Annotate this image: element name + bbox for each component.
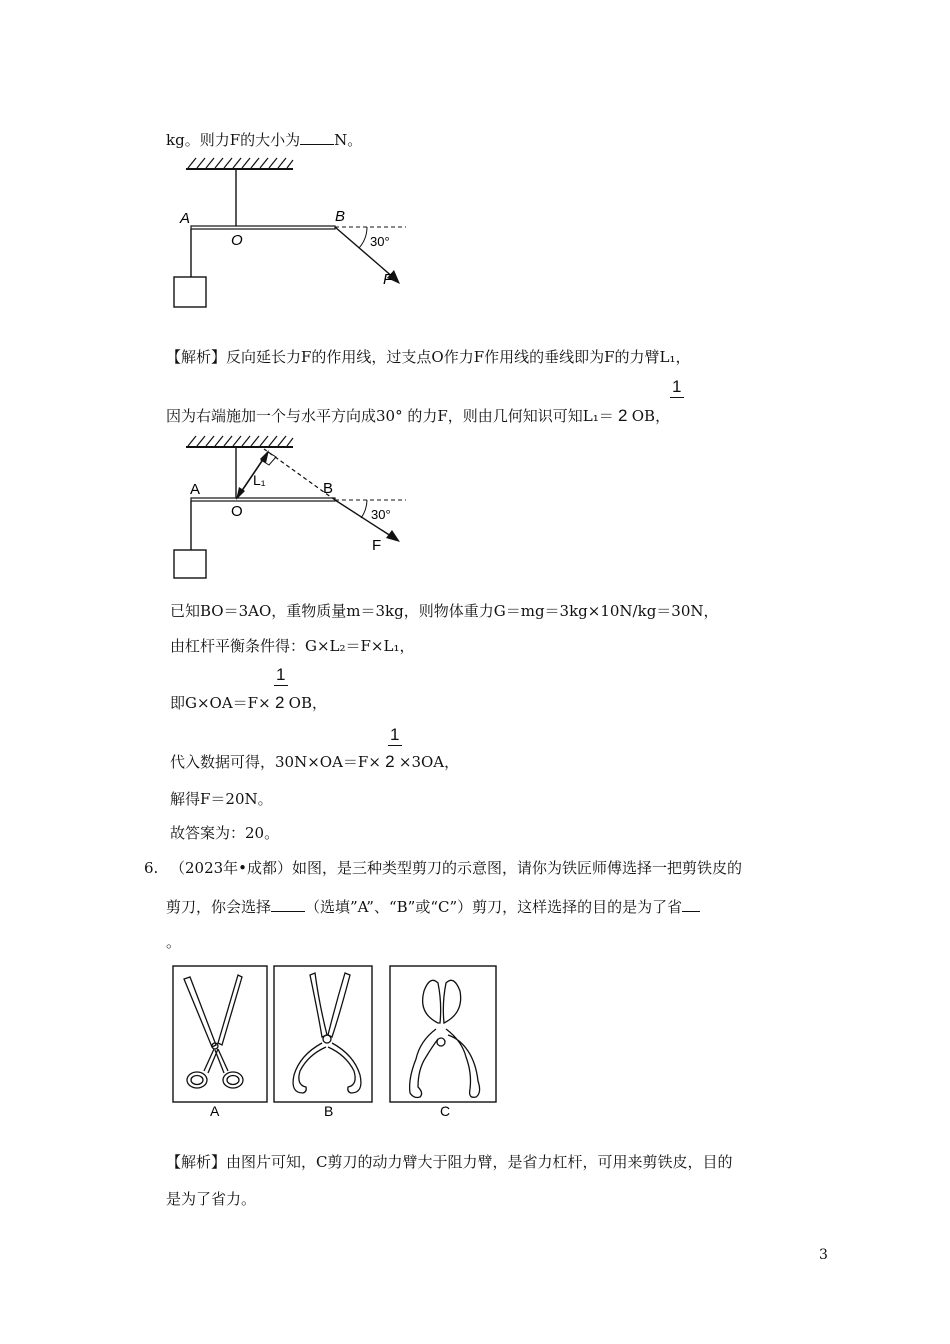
q5-ji-line (170, 693, 327, 713)
q6-analysis-line2: 是为了省力。 (166, 1190, 257, 1208)
page-number: 3 (819, 1247, 828, 1263)
scissors-a-icon (184, 975, 243, 1088)
ceiling-hatch (188, 436, 293, 446)
equation-text: ×3OA， (398, 753, 460, 771)
label-o: O (231, 232, 243, 249)
label-b: B (335, 208, 346, 225)
answer-blank-2 (682, 896, 700, 912)
q5-stem-unit: N。 (334, 131, 363, 149)
equation-text: OB， (288, 694, 327, 712)
equation-text: 代入数据可得，30N×OA＝F× (170, 753, 381, 771)
lever-bar (191, 226, 335, 229)
force-arrowhead (386, 530, 400, 542)
q5-balance-line: 由杠杆平衡条件得：G×L₂＝F×L₁， (170, 637, 415, 655)
analysis-text: 反向延长力F的作用线，过支点O作力F作用线的垂线即为F的力臂L₁， (226, 348, 691, 366)
label-o: O (231, 503, 243, 520)
fraction-numerator: 1 (390, 725, 400, 744)
q5-sub-line (170, 752, 459, 772)
fraction-bar (388, 745, 402, 746)
q6-number: 6. (144, 859, 159, 877)
analysis-text: 由图片可知，C剪刀的动力臂大于阻力臂，是省力杠杆，可用来剪铁皮，目的 (226, 1153, 733, 1171)
analysis-text: OB， (631, 407, 671, 425)
q6-analysis-line1 (166, 1152, 733, 1172)
lever-diagram-1 (160, 155, 420, 315)
label-a: A (210, 1103, 220, 1119)
label-b: B (323, 480, 334, 497)
weight-block (174, 550, 206, 578)
label-f: F (372, 537, 382, 554)
q5-stem-text: kg。则力F的大小为 (166, 131, 301, 149)
q6-line3: 。 (166, 933, 182, 951)
analysis-label: 【解析】 (166, 1153, 227, 1171)
label-b: B (324, 1103, 334, 1119)
ceiling-hatch (188, 158, 293, 168)
fraction-denominator: 2 (274, 693, 285, 712)
analysis-text: 因为右端施加一个与水平方向成30° 的力F，则由几何知识可知L₁＝ (166, 407, 614, 425)
fraction-numerator: 1 (276, 665, 286, 684)
scissors-figure (170, 963, 502, 1123)
q5-answer-line: 故答案为：20。 (170, 824, 280, 842)
label-a: A (190, 481, 201, 498)
q5-stem-tail (166, 129, 362, 150)
fraction-bar (274, 685, 288, 686)
q5-solve-line: 解得F＝20N。 (170, 790, 273, 808)
lever-bar (191, 498, 335, 501)
q6-line2 (166, 896, 700, 917)
analysis-label: 【解析】 (166, 348, 227, 366)
fraction-numerator: 1 (672, 377, 682, 396)
angle-arc (361, 500, 367, 518)
label-c: C (440, 1103, 451, 1119)
scissors-b-icon (293, 973, 361, 1093)
label-f: F (383, 271, 393, 288)
label-l1: L₁ (253, 472, 266, 488)
answer-blank (300, 129, 334, 145)
label-angle: 30° (370, 234, 390, 249)
scissors-c-frame (390, 966, 496, 1102)
fraction-denominator: 2 (385, 752, 395, 771)
weight-block (174, 277, 206, 307)
scissors-b-frame (274, 966, 372, 1102)
q5-analysis-line2 (166, 406, 670, 426)
fraction-denominator: 2 (618, 406, 628, 425)
label-angle: 30° (371, 507, 391, 522)
lever-diagram-2 (160, 430, 420, 590)
scissors-c-icon (410, 980, 480, 1097)
q6-text: 剪刀，你会选择 (166, 898, 272, 916)
label-a: A (180, 210, 191, 227)
q6-text: （选填”A”、“B”或“C”）剪刀，这样选择的目的是为了省 (305, 898, 683, 916)
angle-arc (359, 227, 367, 248)
q5-known-line: 已知BO＝3AO，重物质量m＝3kg，则物体重力G＝mg＝3kg×10N/kg＝30N， (170, 602, 719, 620)
q6-line1: （2023年•成都）如图，是三种类型剪刀的示意图，请你为铁匠师傅选择一把剪铁皮的 (170, 859, 743, 877)
answer-blank-1 (271, 896, 305, 912)
fraction-bar (670, 397, 684, 398)
q5-analysis-line1 (166, 347, 691, 367)
equation-text: 即G×OA＝F× (170, 694, 271, 712)
